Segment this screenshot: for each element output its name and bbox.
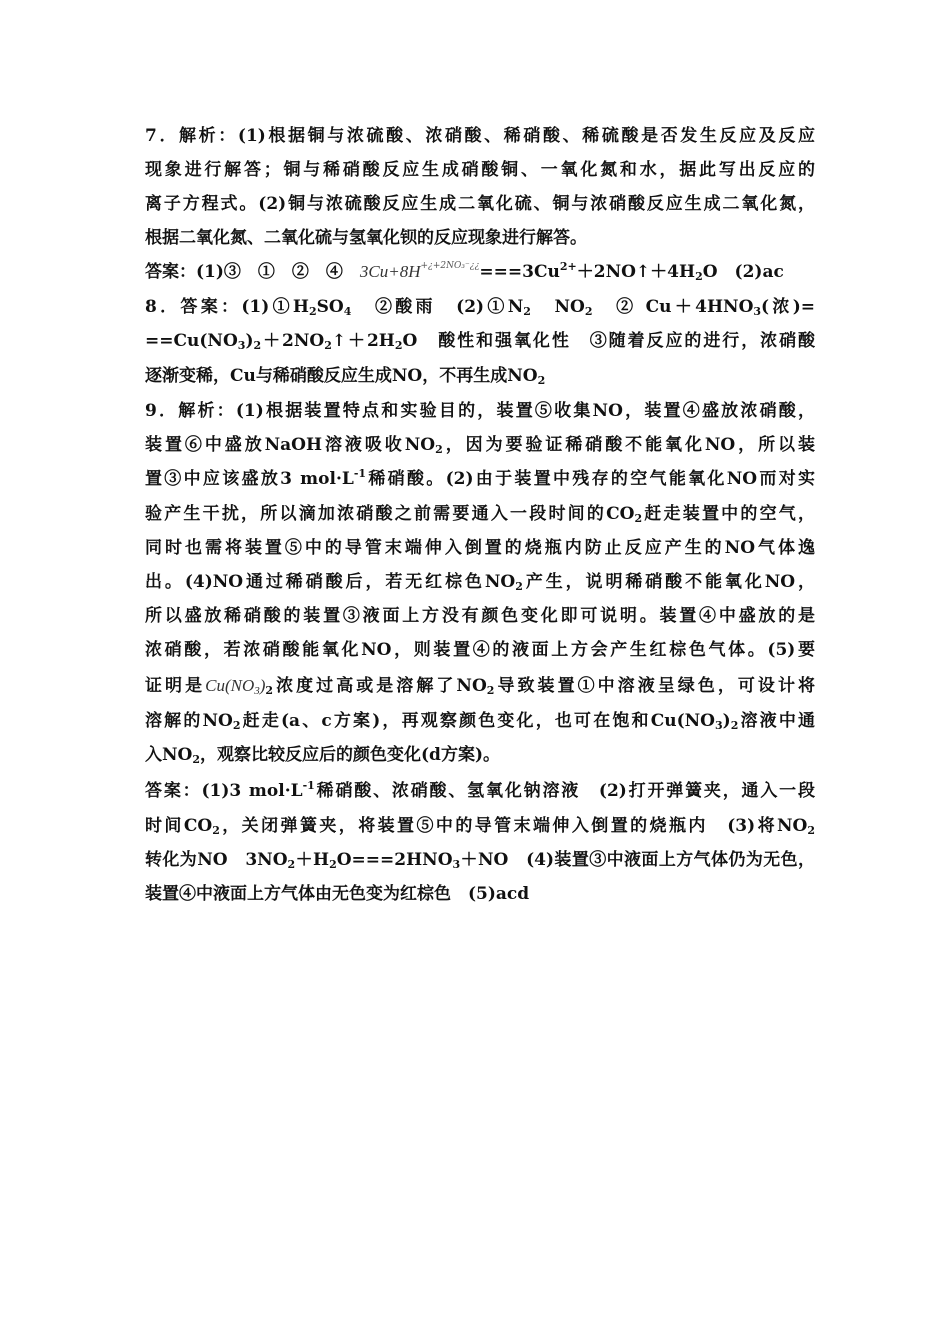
q9-text: ＋NO (4)装置③中液面上方气体仍为无色， xyxy=(460,850,816,870)
q9-text: 答案：(1)3 mol·L xyxy=(145,781,303,801)
q9-text: 产生，说明稀硝酸不能氧化NO， xyxy=(522,572,815,592)
q9-sub: 2 xyxy=(515,580,523,593)
q9-text: 溶液中通 xyxy=(738,711,815,731)
q8-text: ② Cu＋4HNO xyxy=(592,297,754,317)
q7-analysis-line-4: 根据二氧化氮、二氧化硫与氢氧化钡的反应现象进行解答。 xyxy=(145,228,587,248)
q9-text: 装置⑥中盛放NaOH溶液吸收NO xyxy=(145,435,436,455)
q9-text: 导致装置①中溶液呈绿色，可设计将 xyxy=(494,676,815,696)
q9-sub: 2 xyxy=(265,684,274,697)
q8-text: ↑＋2H xyxy=(331,331,395,351)
q9-sup: -1 xyxy=(353,467,367,480)
q9-text: ，观察比较反应后的颜色变化(d方案)。 xyxy=(200,745,500,765)
q9-analysis-line-9 xyxy=(145,675,815,697)
q7-cu-charge: 2+ xyxy=(559,260,577,273)
q9-text: 转化为NO 3NO xyxy=(145,850,288,870)
q9-analysis-line-4 xyxy=(145,503,815,525)
q8-sub: 2 xyxy=(324,339,332,352)
q9-text: 赶走装置中的空气， xyxy=(642,504,816,524)
q9-sub: 2 xyxy=(486,684,495,697)
q9-sub: 2 xyxy=(435,443,443,456)
q9-text: 时间CO xyxy=(145,816,213,836)
q9-sub: 2 xyxy=(287,858,296,871)
q8-sub: 2 xyxy=(523,305,531,318)
q8-text: ==Cu(NO xyxy=(145,331,238,351)
q9-analysis-line-3 xyxy=(145,468,815,490)
q7-equation-rest: ＋2NO↑＋4H xyxy=(576,262,696,282)
q9-text: O===2HNO xyxy=(336,850,453,870)
q9-sub: 2 xyxy=(192,753,201,766)
q7-ionic-equation-superscript: +¿+2NO₃⁻¿¿ xyxy=(420,261,480,271)
q9-analysis-line-1: 9．解析：(1)根据装置特点和实验目的，装置⑤收集NO，装置④盛放浓硝酸， xyxy=(145,401,815,421)
q8-sub: 2 xyxy=(253,339,262,352)
q9-text: ) xyxy=(722,711,731,731)
q8-answer-line-2 xyxy=(145,330,815,352)
q7-answer-prefix: 答案：(1)③ ① ② ④ xyxy=(145,262,360,282)
q9-text: 浓度过高或是溶解了NO xyxy=(273,676,487,696)
q9-text: 出。(4)NO通过稀硝酸后，若无红棕色NO xyxy=(145,572,516,592)
q8-text: (浓)= xyxy=(761,297,815,317)
q8-sub: 4 xyxy=(343,305,352,318)
q9-answer-line-3 xyxy=(145,849,815,871)
q8-sub: 3 xyxy=(753,305,762,318)
q8-text: O 酸性和强氧化性 ③随着反应的进行，浓硝酸 xyxy=(402,331,816,351)
q9-sub: 2 xyxy=(730,719,739,732)
q9-math-text: Cu(NO xyxy=(205,676,255,695)
q7-equation-tail: ===3Cu xyxy=(479,262,560,282)
q7-analysis-line-1: 7．解析：(1)根据铜与浓硫酸、浓硝酸、稀硝酸、稀硫酸是否发生反应及反应 xyxy=(145,126,815,146)
q8-text: 逐渐变稀，Cu与稀硝酸反应生成NO，不再生成NO xyxy=(145,366,538,386)
q9-analysis-line-2 xyxy=(145,434,815,456)
q9-sub: 2 xyxy=(634,512,643,525)
q9-answer-line-1 xyxy=(145,780,815,802)
q9-answer-line-2 xyxy=(145,815,815,837)
q8-text: SO xyxy=(316,297,344,317)
q9-text: 入NO xyxy=(145,745,193,765)
q9-text: 证明是 xyxy=(145,676,206,696)
q9-text: 稀硝酸、浓硝酸、氢氧化钠溶液 (2)打开弹簧夹，通入一段 xyxy=(314,781,815,801)
q8-sub: 3 xyxy=(237,339,246,352)
q8-text: NO xyxy=(530,297,585,317)
q9-text: ，关闭弹簧夹，将装置⑤中的导管末端伸入倒置的烧瓶内 (3)将NO xyxy=(219,816,808,836)
q9-math-sub: 3 xyxy=(254,685,260,697)
q8-text: 8．答案：(1)①H xyxy=(145,297,309,317)
q9-sub: 3 xyxy=(714,719,723,732)
q9-analysis-line-5: 同时也需将装置⑤中的导管末端伸入倒置的烧瓶内防止反应产生的NO气体逸 xyxy=(145,538,815,558)
q9-text: 赶走(a、c方案)，再观察颜色变化，也可在饱和Cu(NO xyxy=(240,711,715,731)
q9-analysis-line-11 xyxy=(145,744,815,766)
q9-sub: 2 xyxy=(232,719,241,732)
q9-text: 验产生干扰，所以滴加浓硝酸之前需要通入一段时间的CO xyxy=(145,504,635,524)
q9-sup: -1 xyxy=(302,779,315,792)
q9-analysis-line-10 xyxy=(145,710,815,732)
q9-analysis-line-7: 所以盛放稀硝酸的装置③液面上方没有颜色变化即可说明。装置④中盛放的是 xyxy=(145,606,815,626)
q9-text: ＋H xyxy=(295,850,330,870)
q7-ionic-equation-math: 3Cu+8H xyxy=(359,262,421,281)
q9-sub: 3 xyxy=(452,858,461,871)
q9-cu-no3-math xyxy=(205,676,265,695)
q9-math-close: ) xyxy=(259,676,266,695)
q9-analysis-line-8: 浓硝酸，若浓硝酸能氧化NO，则装置④的液面上方会产生红棕色气体。(5)要 xyxy=(145,640,815,660)
q7-analysis-line-3: 离子方程式。(2)铜与浓硫酸反应生成二氧化硫、铜与浓硝酸反应生成二氧化氮， xyxy=(145,194,815,214)
q9-sub: 2 xyxy=(807,824,815,837)
q9-answer-line-4: 装置④中液面上方气体由无色变为红棕色 (5)acd xyxy=(145,884,530,904)
q9-text: 稀硝酸。(2)由于装置中残存的空气能氧化NO而对实 xyxy=(366,469,815,489)
q8-sub: 2 xyxy=(584,305,593,318)
q9-sub: 2 xyxy=(212,824,220,837)
q8-answer-line-1 xyxy=(145,296,815,318)
q9-analysis-line-6 xyxy=(145,571,815,593)
q8-answer-line-3 xyxy=(145,365,815,387)
q7-answer-end: O (2)ac xyxy=(702,262,784,282)
q9-sub: 2 xyxy=(329,858,337,871)
q7-analysis-line-2: 现象进行解答；铜与稀硝酸反应生成硝酸铜、一氧化氮和水，据此写出反应的 xyxy=(145,160,815,180)
q7-sub: 2 xyxy=(695,270,703,283)
q7-answer-line xyxy=(145,261,815,283)
q8-sub: 2 xyxy=(308,305,317,318)
q8-text: ②酸雨 (2)①N xyxy=(351,297,524,317)
q9-text: 溶解的NO xyxy=(145,711,233,731)
q8-sub: 2 xyxy=(537,374,546,387)
q8-text: ) xyxy=(245,331,254,351)
q8-text: ＋2NO xyxy=(261,331,325,351)
q9-text: ，因为要验证稀硝酸不能氧化NO，所以装 xyxy=(442,435,815,455)
q8-sub: 2 xyxy=(394,339,403,352)
q9-text: 置③中应该盛放3 mol·L xyxy=(145,469,354,489)
